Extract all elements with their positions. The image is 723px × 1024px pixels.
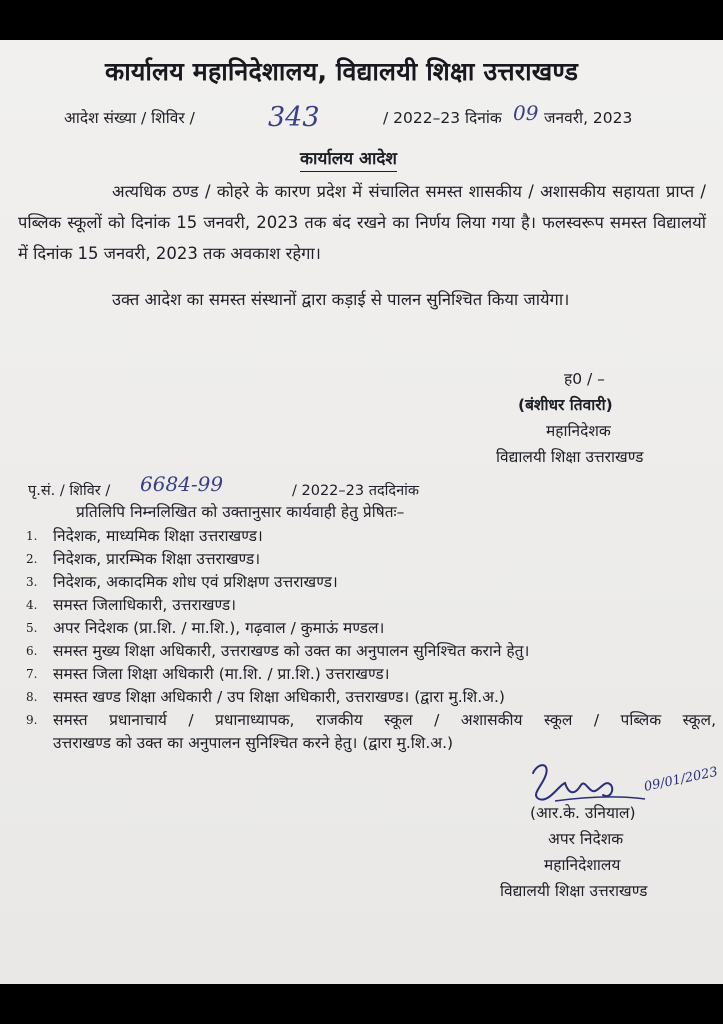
- copy-number: 6684-99: [140, 472, 224, 496]
- bottom-black-band: [0, 984, 723, 1024]
- signature-date: 09/01/2023: [642, 764, 720, 795]
- order-ref-prefix: आदेश संख्या / शिविर /: [64, 109, 195, 127]
- order-day: 09: [513, 101, 539, 125]
- order-date: जनवरी, 2023: [544, 109, 633, 127]
- signatory-1-block: [488, 366, 708, 470]
- copy-ref-suffix: / 2022–23 तददिनांक: [292, 483, 420, 499]
- subject-heading: कार्यालय आदेश: [300, 146, 397, 172]
- order-number: 343: [268, 102, 320, 133]
- copy-ref-prefix: पृ.सं. / शिविर /: [28, 483, 111, 499]
- order-ref-suffix: / 2022–23 दिनांक: [383, 109, 502, 127]
- top-black-band: [0, 0, 723, 40]
- signatory-1-designation: महानिदेशक: [546, 422, 611, 440]
- order-paragraph-1: अत्यधिक ठण्ड / कोहरे के कारण प्रदेश में संचालित समस्त शासकीय / अशासकीय सहायता प्राप्त / पब्लिक स्कूलों को दिनांक 15 जनवरी, 2023 तक बंद रखने का निर्णय लिया गया है। फलस्वरूप समस्त विद्यालयों में दिनांक 15 जनवरी, 2023 तक अवकाश रहेगा।: [18, 182, 706, 263]
- signatory-1-department: विद्यालयी शिक्षा उत्तराखण्ड: [496, 448, 644, 466]
- signatory-2-designation: अपर निदेशक: [548, 830, 624, 848]
- signatory-1-name: (बंशीधर तिवारी): [518, 396, 613, 414]
- signatory-2-block: [500, 800, 720, 904]
- order-document: कार्यालय महानिदेशालय, विद्यालयी शिक्षा उत्तराखण्ड आदेश संख्या / शिविर / 343 / 2022–23 दिनांक 09 जनवरी, 2023 कार्यालय आदेश अत्यधिक ठण्ड / कोहरे के कारण प्रदेश में संचालित समस्त शासकीय / अशासकीय सहायता प्राप्त / पब्लिक स्कूलों को दिनांक 15 जनवरी, 2023 तक बंद रखने का निर्णय लिया गया है। फलस्वरूप समस्त विद्यालयों में दिनांक 15 जनवरी, 2023 तक अवकाश रहेगा। उक्त आदेश का समस्त संस्थानों द्वारा कड़ाई से पालन सुनिश्चित किया जायेगा। ह0 / – (बंशीधर तिवारी) महानिदेशक विद्यालयी शिक्षा उत्तराखण्ड पृ.सं. / शिविर / 6684-99 / 2022–23 तददिनांक प्रतिलिपि निम्नलिखित को उक्तानुसार कार्यवाही हेतु प्रेषितः– 1. निदेशक, माध्यमिक शिक्षा उत्तराखण्ड। 2. निदेशक, प्रारम्भिक शिक्षा उत्तराखण्ड। 3. निदेशक, अकादमिक शोध एवं प्रशिक्षण उत्तराखण्ड। 4. समस्त जिलाधिकारी, उत्तराखण्ड। 5. अपर निदेशक (प्रा.शि. / मा.शि.), गढ़वाल / कुमाऊं मण्डल। 6. समस्त मुख्य शिक्षा अधिकारी, उत्तराखण्ड को उक्त का अनुपालन सुनिश्चित कराने हेतु। 7. समस्त जिला शिक्षा अधिकारी (मा.शि. / प्रा.शि.) उत्तराखण्ड। 8. समस्त खण्ड शिक्षा अधिकारी / उप शिक्षा अधिकारी, उत्तराखण्ड। (द्वारा मु.शि.अ.) 9. समस्त प्रधानाचार्य / प्रधानाध्यापक, राजकीय स्कूल / अशासकीय स्कूल / पब्लिक स्कूल, उत्तराखण्ड को उक्त का अनुपालन सुनिश्चित करने हेतु। (द्वारा मु.शि.अ.) 09/01/2023 (आर.के. उनियाल) अपर निदेशक महानिदेशालय विद्यालयी शिक्षा उत्तराखण्ड: [0, 40, 723, 984]
- copy-intro: प्रतिलिपि निम्नलिखित को उक्तानुसार कार्यवाही हेतु प्रेषितः–: [76, 503, 405, 521]
- signatory-2-name: (आर.के. उनियाल): [530, 804, 636, 822]
- signatory-2-department: विद्यालयी शिक्षा उत्तराखण्ड: [500, 882, 648, 900]
- signatory-2-office: महानिदेशालय: [544, 856, 621, 874]
- office-title: कार्यालय महानिदेशालय, विद्यालयी शिक्षा उत्तराखण्ड: [105, 57, 579, 86]
- order-paragraph-2: उक्त आदेश का समस्त संस्थानों द्वारा कड़ाई से पालन सुनिश्चित किया जायेगा।: [112, 290, 570, 309]
- signed-mark: ह0 / –: [564, 370, 605, 388]
